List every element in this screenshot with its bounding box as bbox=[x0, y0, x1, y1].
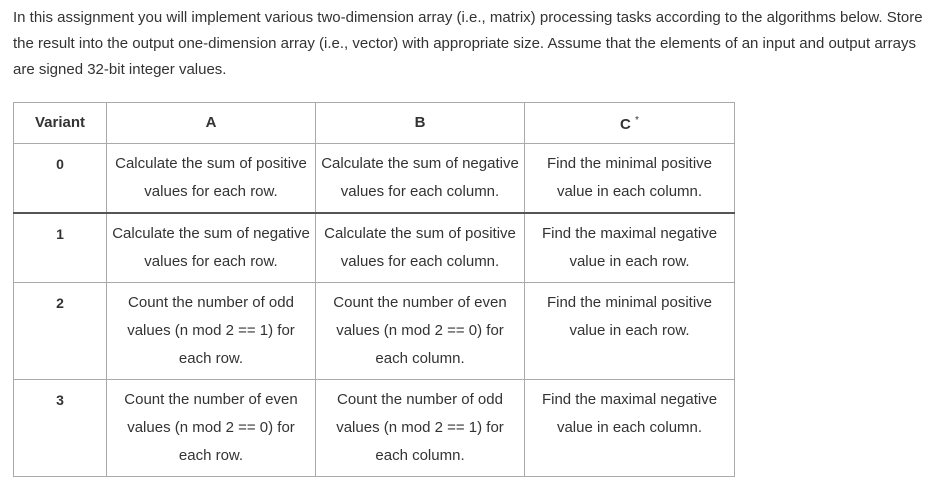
table-row bbox=[14, 283, 735, 380]
variant-cell: 0 bbox=[14, 144, 107, 214]
variant-cell: 3 bbox=[14, 380, 107, 477]
table-header-row bbox=[14, 103, 735, 144]
variants-table bbox=[13, 102, 735, 477]
variant-cell: 2 bbox=[14, 283, 107, 380]
table-row bbox=[14, 144, 735, 214]
intro-paragraph: In this assignment you will implement various two-dimension array (i.e., matrix) processing tasks according to the algorithms below. Store the result into the output one-dimension array (i.e., vector) with appropriate size. Assume that the elements of an input and output arrays are signed 32-bit integer values. bbox=[13, 9, 923, 78]
header-c bbox=[525, 103, 735, 144]
cell-c: Find the maximal negative value in each row. bbox=[525, 213, 735, 283]
cell-a: Count the number of odd values (n mod 2 == 1) for each row. bbox=[107, 283, 316, 380]
table-row bbox=[14, 213, 735, 283]
header-c-label: C bbox=[620, 116, 631, 133]
header-c-mark: * bbox=[635, 115, 639, 126]
cell-b: Calculate the sum of positive values for each column. bbox=[316, 213, 525, 283]
header-b: B bbox=[316, 103, 525, 144]
header-a: A bbox=[107, 103, 316, 144]
cell-c: Find the minimal positive value in each row. bbox=[525, 283, 735, 380]
cell-c: Find the minimal positive value in each column. bbox=[525, 144, 735, 214]
variant-cell: 1 bbox=[14, 213, 107, 283]
cell-c: Find the maximal negative value in each column. bbox=[525, 380, 735, 477]
cell-b: Calculate the sum of negative values for each column. bbox=[316, 144, 525, 214]
cell-b: Count the number of even values (n mod 2 == 0) for each column. bbox=[316, 283, 525, 380]
cell-a: Calculate the sum of negative values for each row. bbox=[107, 213, 316, 283]
cell-a: Calculate the sum of positive values for each row. bbox=[107, 144, 316, 214]
header-variant: Variant bbox=[14, 103, 107, 144]
cell-b: Count the number of odd values (n mod 2 == 1) for each column. bbox=[316, 380, 525, 477]
table-row bbox=[14, 380, 735, 477]
cell-a: Count the number of even values (n mod 2 == 0) for each row. bbox=[107, 380, 316, 477]
